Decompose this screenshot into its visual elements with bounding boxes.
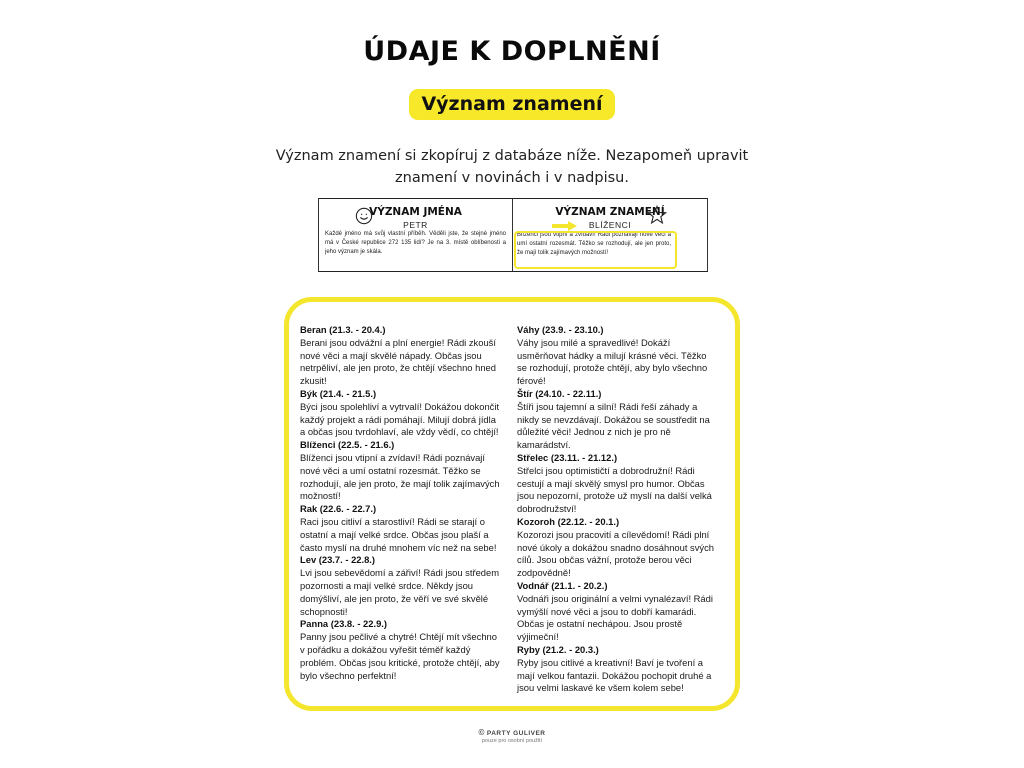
zodiac-entry [517, 388, 717, 452]
zodiac-description: Lvi jsou sebevědomí a zářiví! Rádi jsou středem pozornosti a mají velké srdce. Někdy jsou domýšliví, ale jen proto, že věří ve své skvělé schopnosti! [300, 567, 500, 617]
zodiac-name: Býk (21.4. - 21.5.) [300, 387, 377, 399]
zodiac-entry [517, 452, 717, 516]
instruction-text: Význam znamení si zkopíruj z databáze níže. Nezapomeň upravit znamení v novinách i v nadpisu. [275, 148, 749, 186]
name-meaning-column [319, 199, 513, 271]
brand-name: PARTY GULIVER [486, 730, 546, 737]
zodiac-database [284, 297, 740, 711]
zodiac-name: Vodnář (21.1. - 20.2.) [517, 579, 608, 591]
zodiac-description: Kozorozi jsou pracovití a cílevědomí! Rádi plní nové úkoly a dokážou snadno dosáhnout svých cílů. Jsou občas vážní, protože berou věci zodpovědně! [517, 528, 715, 579]
zodiac-name: Rak (22.6. - 22.7.) [300, 503, 377, 515]
highlight-frame [514, 231, 677, 269]
zodiac-description: Raci jsou citliví a starostliví! Rádi se starají o ostatní a mají velké srdce. Občas jsou plaší a často myslí na druhé mnohem víc než na sebe! [300, 515, 497, 553]
zodiac-entry [300, 439, 500, 503]
badge-wrapper [0, 89, 1024, 120]
zodiac-entry [517, 580, 717, 644]
zodiac-description: Blíženci jsou vtipní a zvídaví! Rádi poznávají nové věci a umí ostatní rozesmát. Těžko se rozhodují, ale jen proto, že mají tolik zajímavých možností! [300, 451, 500, 502]
zodiac-name: Střelec (23.11. - 21.12.) [517, 451, 618, 463]
name-meaning-body: Každé jméno má svůj vlastní příběh. Věděli jste, že stejné jméno má v České republice 272 135 lidí? Je na 3. místě oblíbenosti a jeho význam je skála. [325, 231, 506, 255]
section-badge: Význam znamení [409, 89, 614, 120]
zodiac-description: Berani jsou odvážní a plní energie! Rádi zkouší nové věci a mají skvělé nápady. Občas jsou netrpěliví, ale jen proto, že chtějí všechno hned zkusit! [300, 336, 496, 387]
sign-meaning-heading: VÝZNAM ZNAMENÍ [555, 206, 665, 218]
zodiac-name: Beran (21.3. - 20.4.) [300, 324, 386, 335]
copyright-icon: © [478, 728, 485, 737]
zodiac-name: Štír (24.10. - 22.11.) [517, 387, 602, 399]
zodiac-entry [300, 554, 500, 618]
zodiac-description: Vodnáři jsou originální a velmi vynalézaví! Rádi vymýšlí nové věci a jsou to dobří kamarádi. Občas je ostatní nechápou. Jsou prostě výjimeční! [517, 592, 713, 643]
zodiac-name: Lev (23.7. - 22.8.) [300, 554, 376, 566]
zodiac-entry [300, 503, 500, 554]
zodiac-description: Štíři jsou tajemní a silní! Rádi řeší záhady a nikdy se nevzdávají. Dokážou se soustředit na důležité věci! Jednou z nich je pro ně kamarádství. [517, 400, 710, 451]
zodiac-description: Býci jsou spolehliví a vytrvalí! Dokážou dokončit každý projekt a rádi pomáhají. Milují dobrá jídla a občas jsou tvrdohlaví, ale vždy vědí, co chtějí! [300, 400, 500, 438]
zodiac-name: Ryby (21.2. - 20.3.) [517, 643, 599, 655]
zodiac-entry [517, 644, 717, 695]
zodiac-description: Váhy jsou milé a spravedlivé! Dokáží usměrňovat hádky a milují krásné věci. Těžko se rozhodují, protože chtějí, aby bylo všechno férové! [517, 336, 708, 387]
sign-meaning-body: Blíženci jsou vtipní a zvídaví! Rádi poznávají nové věci a umí ostatní rozesmát. Těžko se rozhodují, ale jen proto, že mají tolik zajímavých možností! [517, 232, 671, 256]
zodiac-name: Váhy (23.9. - 23.10.) [517, 324, 604, 335]
star-icon [647, 205, 667, 225]
name-value: PETR [403, 220, 428, 230]
smiley-icon [355, 207, 373, 225]
footer [0, 728, 1024, 744]
zodiac-entry [517, 324, 717, 388]
zodiac-entry [517, 516, 717, 580]
zodiac-description: Ryby jsou citlivé a kreativní! Baví je tvoření a mají velkou fantazii. Dokážou pochopit druhé a jsou velmi laskavé ke všem kolem sebe! [517, 656, 712, 694]
database-left-column [300, 324, 500, 682]
arrow-right-icon [551, 221, 577, 231]
footer-note: pouze pro osobní použití [481, 738, 543, 744]
zodiac-description: Panny jsou pečlivé a chytré! Chtějí mít všechno v pořádku a dokážou vyřešit téměř každý problém. Občas jsou kritické, protože chtějí, aby bylo všechno perfektní! [300, 631, 500, 681]
newspaper-snippet [318, 198, 708, 272]
zodiac-name: Blíženci (22.5. - 21.6.) [300, 439, 395, 451]
zodiac-entry [300, 618, 500, 682]
database-right-column [517, 324, 717, 695]
zodiac-name: Kozoroh (22.12. - 20.1.) [517, 515, 620, 527]
name-meaning-heading: VÝZNAM JMÉNA [369, 206, 462, 218]
zodiac-description: Střelci jsou optimističtí a dobrodružní! Rádi cestují a mají skvělý smysl pro humor. Občas jsou nepozorní, protože už myslí na další velká dobrodružství! [517, 464, 712, 515]
sign-value: BLÍŽENCI [588, 220, 632, 230]
zodiac-name: Panna (23.8. - 22.9.) [300, 618, 388, 630]
zodiac-entry [300, 324, 500, 388]
zodiac-entry [300, 388, 500, 439]
page-title: ÚDAJE K DOPLNĚNÍ [363, 36, 661, 67]
footer-brand [0, 728, 1024, 737]
